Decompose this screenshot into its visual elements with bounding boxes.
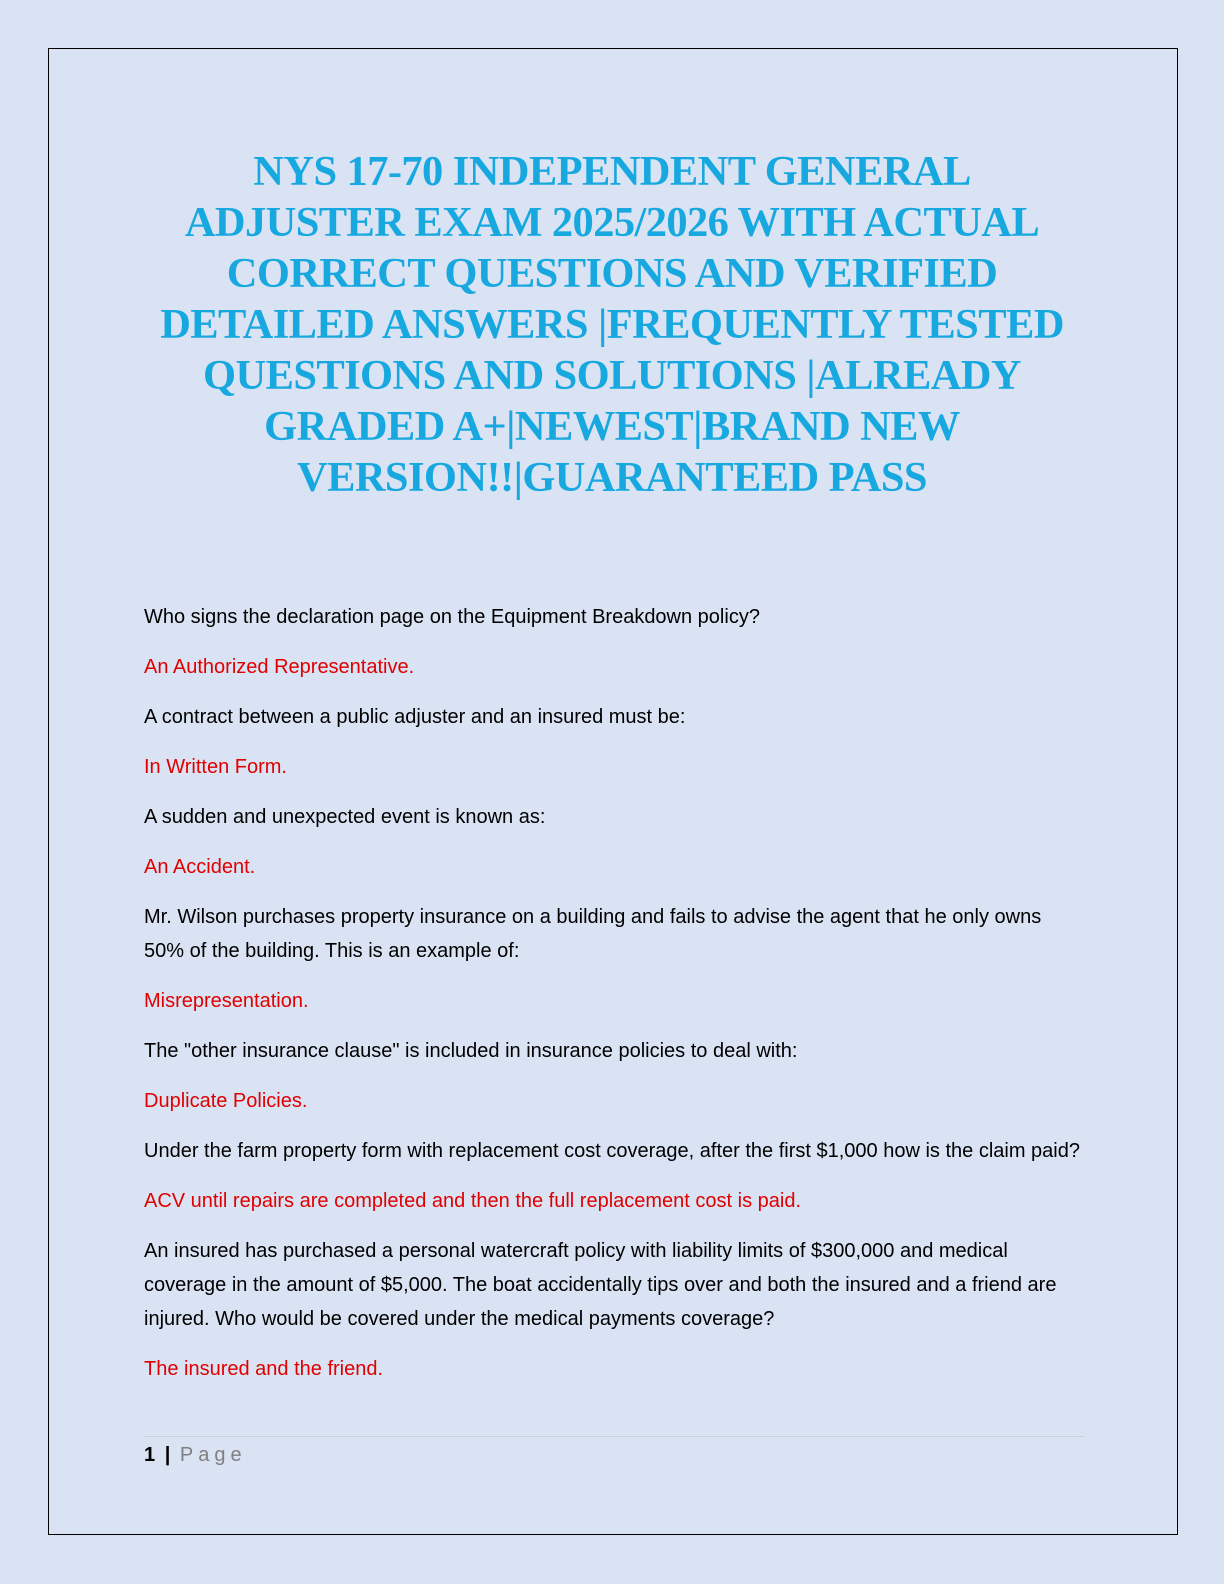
question-text: A sudden and unexpected event is known as: <box>144 806 546 828</box>
answer-text: Duplicate Policies. <box>144 1090 308 1112</box>
question-text: The "other insurance clause" is included in insurance policies to deal with: <box>144 1040 798 1062</box>
title-line: CORRECT QUESTIONS AND VERIFIED <box>226 250 998 297</box>
question-text: Who signs the declaration page on the Equipment Breakdown policy? <box>144 606 760 628</box>
answer-text: An Accident. <box>144 856 256 878</box>
title-line: DETAILED ANSWERS |FREQUENTLY TESTED <box>160 301 1064 348</box>
answer-text: In Written Form. <box>144 756 287 778</box>
answer-text: ACV until repairs are completed and then the full replacement cost is paid. <box>144 1190 802 1212</box>
question-text: An insured has purchased a personal watercraft policy with liability limits of $300,000 and medical coverage in the amount of $5,000. The boat accidentally tips over and both the insured and a friend are injured. Who would be covered under the medical payments coverage? <box>144 1240 1057 1330</box>
page-footer <box>144 1443 247 1467</box>
answer-text: Misrepresentation. <box>144 990 309 1012</box>
title-line: GRADED A+|NEWEST|BRAND NEW <box>264 403 960 450</box>
page-number: 1 <box>144 1444 156 1466</box>
page-label: Page <box>179 1444 247 1466</box>
answer-text: An Authorized Representative. <box>144 656 415 678</box>
qa-list <box>144 600 1084 1402</box>
question-text: A contract between a public adjuster and an insured must be: <box>144 706 686 728</box>
document-title <box>130 146 1094 503</box>
footer-separator: | <box>164 1444 171 1466</box>
title-line: VERSION!!|GUARANTEED PASS <box>297 454 927 501</box>
answer-text: The insured and the friend. <box>144 1358 384 1380</box>
question-text: Mr. Wilson purchases property insurance on a building and fails to advise the agent that he only owns 50% of the building. This is an example of: <box>144 906 1042 962</box>
title-line: NYS 17-70 INDEPENDENT GENERAL <box>253 148 971 195</box>
footer-divider <box>144 1436 1084 1437</box>
question-text: Under the farm property form with replacement cost coverage, after the first $1,000 how is the claim paid? <box>144 1140 1080 1162</box>
title-line: ADJUSTER EXAM 2025/2026 WITH ACTUAL <box>184 199 1040 246</box>
title-line: QUESTIONS AND SOLUTIONS |ALREADY <box>203 352 1021 399</box>
